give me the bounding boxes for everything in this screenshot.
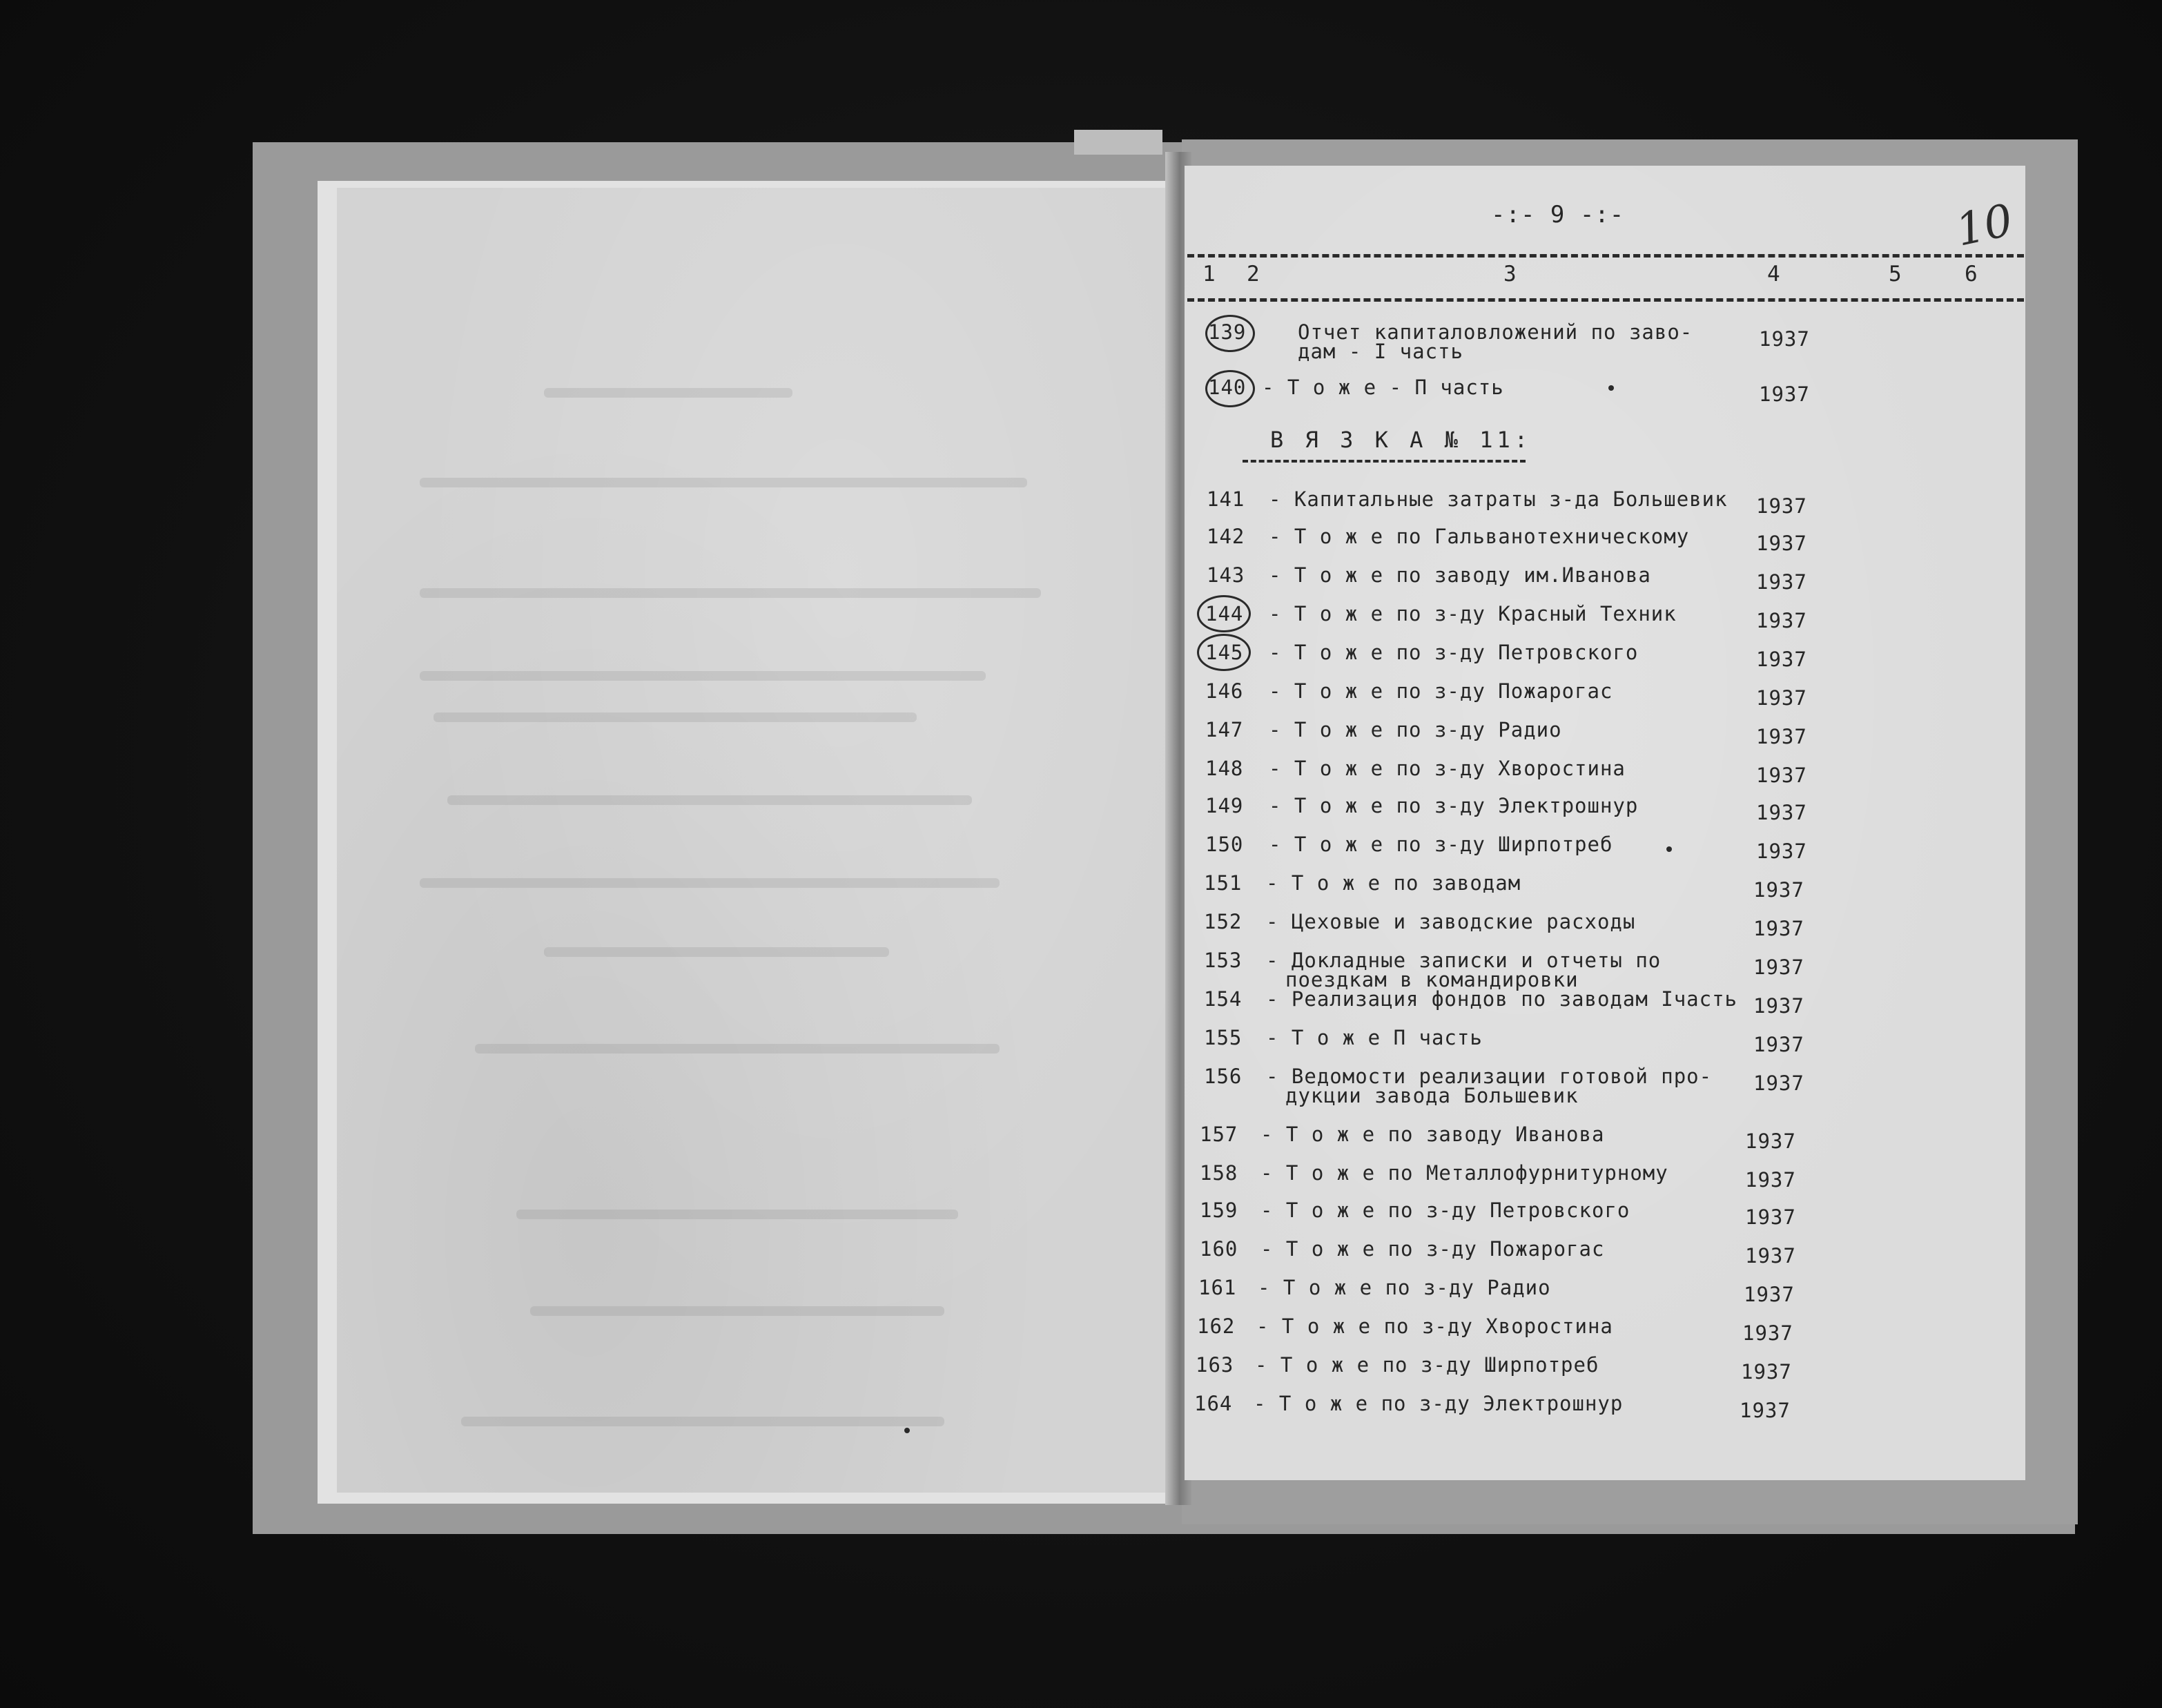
column-header: 6 (1965, 262, 1978, 287)
row-number: 158 (1200, 1161, 1238, 1185)
row-description: - Т о ж е по з-ду Радио (1258, 1276, 1551, 1299)
row-year: 1937 (1753, 1071, 1804, 1095)
row-year: 1937 (1756, 494, 1807, 518)
row-description: - Т о ж е по з-ду Петровского (1260, 1198, 1630, 1222)
row-year: 1937 (1759, 327, 1810, 351)
row-description: - Т о ж е - П часть (1262, 376, 1504, 399)
row-year: 1937 (1745, 1168, 1796, 1192)
row-number: 143 (1207, 563, 1245, 587)
bleed-through-line (530, 1306, 944, 1316)
row-year: 1937 (1742, 1321, 1793, 1345)
row-year: 1937 (1756, 648, 1807, 671)
row-description: - Цеховые и заводские расходы (1266, 910, 1636, 933)
row-year: 1937 (1753, 917, 1804, 940)
row-year: 1937 (1759, 382, 1810, 406)
header-rule-bottom (1187, 298, 2024, 302)
row-description: - Ведомости реализации готовой про- (1266, 1065, 1713, 1088)
row-number: 154 (1204, 987, 1243, 1011)
row-number: 149 (1205, 794, 1244, 817)
row-number: 163 (1196, 1353, 1234, 1377)
row-description: - Т о ж е по Металлофурнитурному (1260, 1161, 1668, 1185)
bleed-through-line (447, 795, 972, 805)
row-number: 147 (1205, 718, 1244, 741)
ink-spot (1666, 846, 1672, 852)
column-header: 2 (1247, 262, 1260, 287)
header-rule-top (1187, 254, 2024, 258)
row-description: - Т о ж е по з-ду Радио (1269, 718, 1562, 741)
row-description: - Т о ж е по з-ду Пожарогас (1269, 679, 1613, 703)
row-year: 1937 (1740, 1399, 1791, 1422)
row-year: 1937 (1741, 1360, 1792, 1384)
row-description: - Т о ж е по заводу им.Иванова (1269, 563, 1651, 587)
row-number: 162 (1197, 1314, 1236, 1338)
row-number: 152 (1204, 910, 1243, 933)
row-description-continued: поездкам в командировки (1285, 968, 1579, 991)
row-year: 1937 (1753, 1033, 1804, 1056)
row-year: 1937 (1756, 801, 1807, 824)
row-year: 1937 (1756, 532, 1807, 555)
row-description: - Т о ж е П часть (1266, 1026, 1483, 1049)
row-number: 159 (1200, 1198, 1238, 1222)
spine-tab (1074, 130, 1162, 155)
bleed-through-line (516, 1210, 958, 1219)
bleed-through-line (420, 671, 986, 681)
row-number: 157 (1200, 1123, 1238, 1146)
left-page-reverse-side (337, 188, 1176, 1493)
row-description: - Т о ж е по з-ду Пожарогас (1260, 1237, 1605, 1261)
row-year: 1937 (1745, 1205, 1796, 1229)
row-description: - Т о ж е по з-ду Электрошнур (1254, 1392, 1624, 1415)
column-header: 1 (1202, 262, 1216, 287)
bleed-through-line (544, 947, 889, 957)
row-description-continued: дам - I часть (1298, 340, 1463, 363)
row-number: 140 (1208, 376, 1247, 399)
row-description: - Т о ж е по заводам (1266, 871, 1521, 895)
row-number: 139 (1208, 320, 1247, 344)
row-number: 164 (1194, 1392, 1233, 1415)
row-year: 1937 (1745, 1244, 1796, 1268)
row-year: 1937 (1756, 609, 1807, 632)
row-description: - Докладные записки и отчеты по (1266, 949, 1662, 972)
row-description: - Т о ж е по з-ду Ширпотреб (1255, 1353, 1599, 1377)
bleed-through-line (544, 388, 792, 398)
column-header: 4 (1767, 262, 1781, 287)
row-description: - Т о ж е по з-ду Красный Техник (1269, 602, 1677, 625)
row-description: - Т о ж е по з-ду Петровского (1269, 641, 1639, 664)
row-year: 1937 (1756, 686, 1807, 710)
row-number: 150 (1205, 833, 1244, 856)
column-header: 5 (1889, 262, 1902, 287)
row-description: - Т о ж е по заводу Иванова (1260, 1123, 1605, 1146)
row-year: 1937 (1753, 955, 1804, 979)
section-heading: В Я З К А № 11: (1270, 427, 1532, 453)
row-number: 148 (1205, 757, 1244, 780)
column-header: 3 (1503, 262, 1517, 287)
row-number: 153 (1204, 949, 1243, 972)
row-year: 1937 (1753, 994, 1804, 1018)
row-description: Отчет капиталовложений по заво- (1298, 320, 1693, 344)
row-year: 1937 (1744, 1283, 1795, 1306)
row-year: 1937 (1756, 764, 1807, 787)
row-year: 1937 (1745, 1129, 1796, 1153)
row-description: - Капитальные затраты з-да Большевик (1269, 487, 1728, 511)
bleed-through-line (434, 712, 917, 722)
row-year: 1937 (1756, 725, 1807, 748)
bleed-through-line (420, 588, 1041, 598)
bleed-through-line (461, 1417, 944, 1426)
row-number: 142 (1207, 525, 1245, 548)
row-number: 160 (1200, 1237, 1238, 1261)
bleed-through-line (420, 878, 1000, 888)
row-year: 1937 (1756, 570, 1807, 594)
row-description: - Т о ж е по Гальванотехническому (1269, 525, 1690, 548)
ink-spot (1608, 385, 1614, 391)
row-number: 151 (1204, 871, 1243, 895)
bleed-through-line (475, 1044, 1000, 1054)
row-number: 141 (1207, 487, 1245, 511)
ink-spot (904, 1428, 910, 1433)
row-number: 145 (1205, 641, 1244, 664)
folio-mark: 10 (1951, 195, 2018, 257)
row-description: - Т о ж е по з-ду Хворостина (1269, 757, 1626, 780)
row-number: 144 (1205, 602, 1244, 625)
row-number: 156 (1204, 1065, 1243, 1088)
row-description: - Т о ж е по з-ду Ширпотреб (1269, 833, 1613, 856)
row-year: 1937 (1753, 878, 1804, 902)
row-number: 155 (1204, 1026, 1243, 1049)
row-number: 146 (1205, 679, 1244, 703)
row-year: 1937 (1756, 840, 1807, 863)
page-number: -:- 9 -:- (1491, 201, 1625, 229)
section-heading-underline (1243, 460, 1526, 463)
row-description: - Т о ж е по з-ду Хворостина (1256, 1314, 1613, 1338)
row-description: - Реализация фондов по заводам Iчасть (1266, 987, 1738, 1011)
row-description: - Т о ж е по з-ду Электрошнур (1269, 794, 1639, 817)
row-number: 161 (1198, 1276, 1237, 1299)
bleed-through-line (420, 478, 1027, 487)
row-description-continued: дукции завода Большевик (1285, 1084, 1579, 1107)
